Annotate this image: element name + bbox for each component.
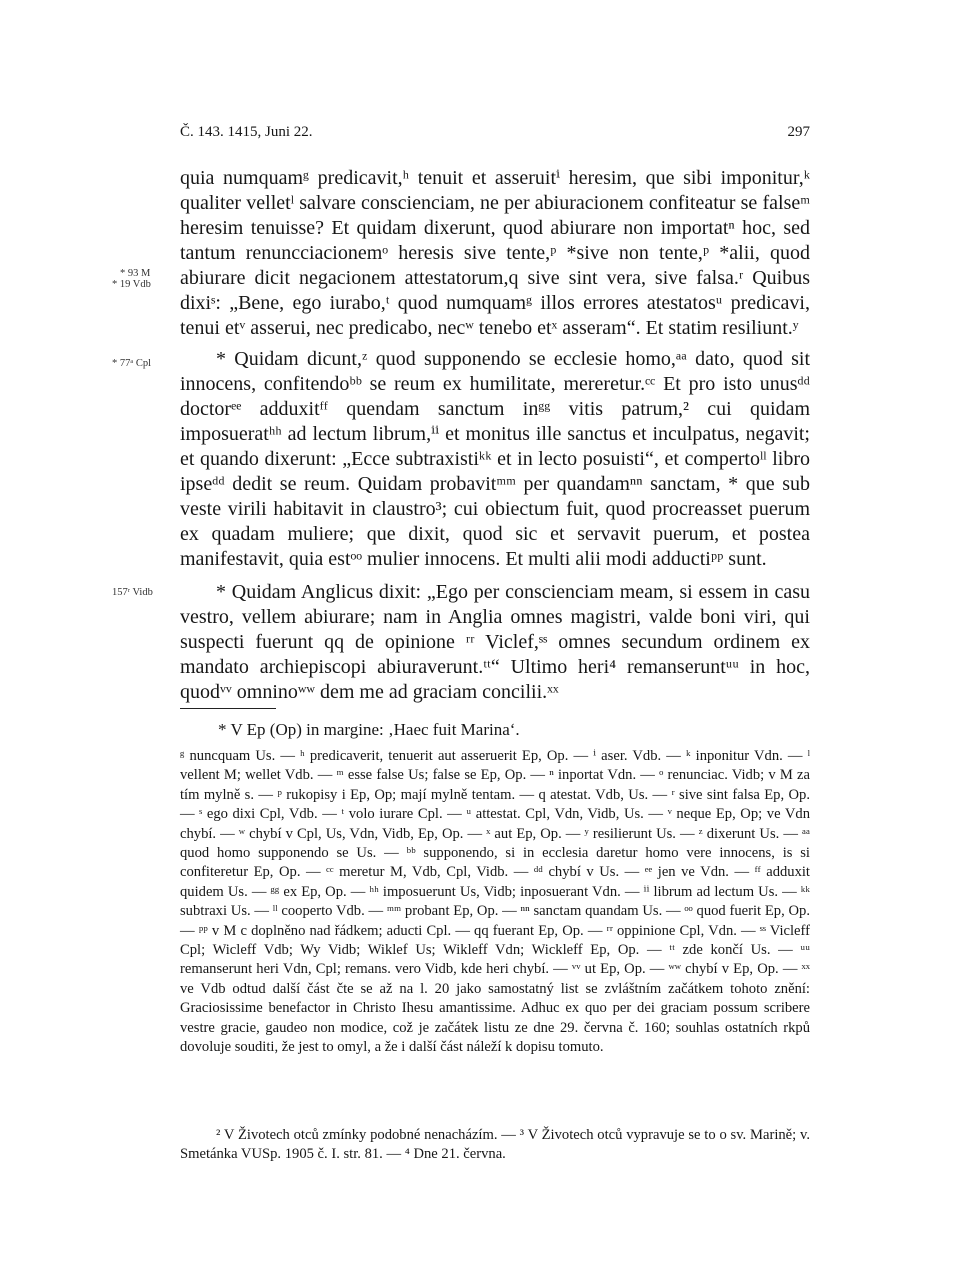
paragraph-3: * Quidam Anglicus dixit: „Ego per conscienciam meam, si essem in casu vestro, vellem abiurare; nam in Anglia omnes magistri, valde boni viri, qui suspecti fuerunt qq de opinione ʳʳ Viclef,ˢˢ omnes secundum ordinem ex mandato archiepiscopi abiuraverunt.ᵗᵗ“ Ultimo heri⁴ remanseruntᵘᵘ in hoc, quodᵛᵛ omninoʷʷ dem me ad graciam concilii.ˣˣ — [180, 581, 810, 703]
explanatory-notes — [180, 1126, 810, 1165]
paragraph-1: quia numquamᵍ predicavit,ʰ tenuit et asseruitⁱ heresim, que sibi imponitur,ᵏ qualiter velletˡ salvare conscienciam, ne per abiuracionem confiteatur se falseᵐ heresim tenuisse? Et quidam dixerunt, quod abiurare non importatⁿ hoc, sed tantum renunccіacionemᵒ heresis sive tente,ᵖ *sive non tente,ᵖ *alii, quod abiurare dicit negacionem attestatorum,q sive sint vera, sive falsa.ʳ Quibus dixiˢ: „Bene, ego iurabo,ᵗ quod numquamᵍ illos errores atestatosᵘ predicavi, tenui etᵛ asserui, nec predicabo, necʷ tenebo etˣ asseram“. Et statim resiliunt.ʸ — [180, 167, 810, 339]
margin-note-77cpl: * 77ᵃ Cpl — [112, 358, 152, 369]
apparatus-text: ᵍ nuncquam Us. — ʰ predicaverit, tenuerit aut asseruerit Ep, Op. — ⁱ aser. Vdb. — ᵏ inponitur Vdn. — ˡ vellent M; wellet Vdb. — ᵐ esse false Us; false se Ep, Op. — ⁿ inportat Vdn. — ᵒ renunciac. Vidb; v M za tím mylně s. — ᵖ rukopisy i Ep, Op; mají mylně tentam. — q atestat. Vdb, Us. — ʳ sive sint falsa Ep, Op. — ˢ ego dixi Cpl, Vdb. — ᵗ volo iurare Cpl. — ᵘ attestat. Cpl, Vdn, Vidb, Us. — ᵛ neque Ep, Op; ve Vdn chybí. — ʷ chybí v Cpl, Us, Vdn, Vidb, Ep, Op. — ˣ aut Ep, Op. — ʸ resilierunt Us. — ᶻ dixerunt Us. — ᵃᵃ quod homo supponendo se Us. — ᵇᵇ supponendo, si in ecclesia daretur homo vere innocens, is si confiteretur Ep, Op. — ᶜᶜ meretur M, Vdb, Cpl, Vidb. — ᵈᵈ chybí v Us. — ᵉᵉ jen ve Vdn. — ᶠᶠ adduxit quidem Us. — ᵍᵍ ex Ep, Op. — ʰʰ imposuerunt Us, Vidb; inposuerant Vdn. — ⁱⁱ librum ad lectum Us. — ᵏᵏ subtraxi Us. — ˡˡ cooperto Vdb. — ᵐᵐ probant Ep, Op. — ⁿⁿ sanctam quandam Us. — ᵒᵒ quod fuerit Ep, Op. — ᵖᵖ v M c doplněno nad řádkem; aducti Cpl. — qq fuerant Ep, Op. — ʳʳ oppinione Cpl, Vdn. — ˢˢ Vicleff Cpl; Wicleff Vdb; Wy Vidb; Wiklef Us; Wikleff Vdn; Wickleff Ep, Op. — ᵗᵗ zde končí Us. — ᵘᵘ remanserunt heri Vdn, Cpl; remans. vero Vidb, kde heri chybí. — ᵛᵛ ut Ep, Op. — ʷʷ chybí v Ep, Op. — ˣˣ ve Vdb odtud další část čte se až na l. 20 jako samostatný list se zvláštním začátkem tohoto znění: Graciosissime benefactor in Christo Ihesu amantissime. Adhuc ex quo per dei graciam possum scribere vestre gracie, gaudeo non modice, což je začátek listu ze dne 29. června č. 160; souhlas ostatních rkpů dovoluje souditi, že jest to omyl, a že i další část náleží k dopisu tomuto. — [180, 748, 810, 1056]
critical-apparatus — [180, 747, 810, 1058]
margin-note-157vidb: 157ʳ Vidb — [112, 587, 153, 598]
star-footnote: * V Ep (Op) in margine: ‚Haec fuit Marina‘. — [218, 720, 520, 739]
margin-note-93m: * 93 M — [120, 268, 151, 279]
margin-note-19vdb: * 19 Vdb — [112, 279, 151, 290]
running-header — [180, 124, 810, 146]
main-text — [180, 166, 810, 705]
header-chapter-date: Č. 143. 1415, Juni 22. — [180, 124, 313, 140]
paragraph-2: * Quidam dicunt,ᶻ quod supponendo se ecclesie homo,ᵃᵃ dato, quod sit innocens, confitendoᵇᵇ se reum ex humilitate, mereretur.ᶜᶜ Et pro isto unusᵈᵈ doctorᵉᵉ adduxitᶠᶠ quendam sanctum inᵍᵍ vitis patrum,² cui quidam imposueratʰʰ ad lectum librum,ⁱⁱ et monitus ille sanctus et inculpatus, negavit; et quando dixerunt: „Ecce subtraxistiᵏᵏ et in lecto posuisti“, et compertoˡˡ libro ipseᵈᵈ dedit se reum. Quidam probavitᵐᵐ per quandamⁿⁿ sanctam, * que sub veste virili habitavit in claustro³; cui obiectum fuit, quod procreasset puerum ex quadam muliere; que dixit, quod sic et servavit puerum, et postea manifestavit, quia estᵒᵒ mulier innocens. Et multi alii modi adductiᵖᵖ sunt. — [180, 348, 810, 570]
page-number: 297 — [787, 124, 810, 140]
footnote-divider — [180, 708, 276, 709]
notes-text: ² V Životech otců zmínky podobné nenacházím. — ³ V Životech otců vypravuje se to o sv. Marině; v. Smetánka VUSp. 1905 č. I. str. 81. — ⁴ Dne 21. června. — [180, 1127, 810, 1163]
